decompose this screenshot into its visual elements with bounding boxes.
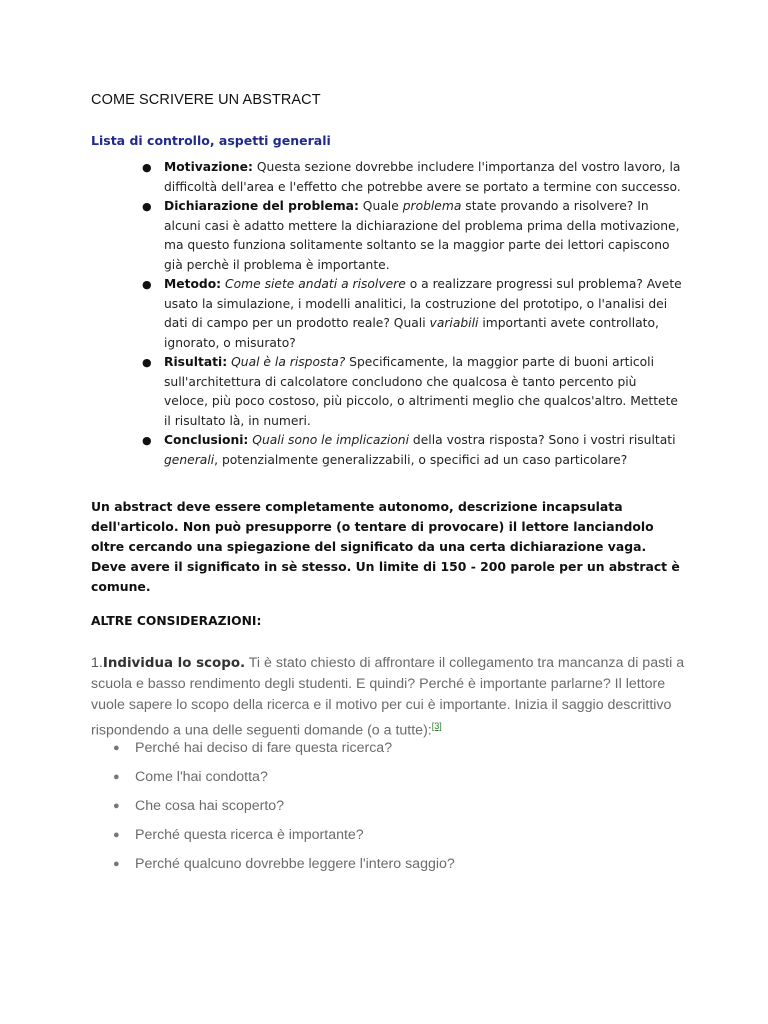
bullet-icon: ● [142,161,152,174]
checklist [142,158,684,470]
item-label: Motivazione: [164,160,253,174]
item-text: , potenzialmente generalizzabili, o specifici ad un caso particolare? [214,452,628,467]
item-text: importanti avete controllato, ignorato, o misurato? [164,316,659,350]
item-emphasis: Come siete andati a risolvere [225,277,406,291]
bullet-icon: ● [113,742,120,754]
item-text: Questa sezione dovrebbe includere l'importanza del vostro lavoro, la difficoltà dell'area e l'effetto che potrebbe avere se portato a termine con successo. [164,160,681,194]
document-title: COME SCRIVERE UN ABSTRACT [91,92,321,108]
question-item [113,853,455,882]
bullet-icon: ● [113,771,120,783]
item-emphasis: Qual è la risposta? [231,355,346,369]
question-item [113,824,455,853]
item-text: della vostra risposta? Sono i vostri risultati [409,433,676,447]
step-number: 1. [91,655,103,671]
checklist-subtitle: Lista di controllo, aspetti generali [91,133,331,148]
bullet-icon: ● [113,829,120,841]
step-lead: Individua lo scopo. [102,656,246,671]
question-item [113,766,455,795]
question-text: Perché hai deciso di fare questa ricerca? [135,740,393,756]
checklist-item-motivazione [142,158,684,197]
question-item [113,737,455,766]
item-label: Risultati: [164,355,228,369]
item-emphasis: variabili [429,316,479,330]
item-emphasis: Quali sono le implicazioni [252,433,410,447]
item-text: Quale [358,199,403,213]
bullet-icon: ● [113,800,120,812]
checklist-item-metodo [142,275,684,353]
question-text: Perché qualcuno dovrebbe leggere l'intero saggio? [135,856,455,872]
bullet-icon: ● [142,278,152,291]
bullet-icon: ● [142,200,152,213]
item-emphasis: generali [164,452,215,467]
step-paragraph [91,653,691,742]
item-label: Conclusioni: [164,433,249,447]
item-text: state provando a risolvere? In alcuni casi è adatto mettere la dichiarazione del problema prima della motivazione, ma questo funziona solitamente soltanto se la maggior parte dei lettori capiscono già perchè il problema è importante. [164,199,680,272]
item-label: Metodo: [164,277,222,291]
checklist-item-risultati [142,353,684,431]
item-text: Specificamente, la maggior parte di buoni articoli sull'architettura di calcolatore concludono che qualcosa è tanto percento più veloce, più poco costoso, più piccolo, o altrimenti meglio che qualcos'altro. Mettete il risultato là, in numeri. [164,355,678,428]
item-emphasis: problema [402,199,462,213]
questions-list [113,737,455,882]
footnote-ref-link[interactable]: [3] [431,721,442,731]
question-text: Che cosa hai scoperto? [135,798,285,814]
question-text: Come l'hai condotta? [135,769,268,785]
checklist-item-problema [142,197,684,275]
bullet-icon: ● [113,858,120,870]
question-item [113,795,455,824]
section-title-altre-considerazioni: ALTRE CONSIDERAZIONI: [91,614,262,628]
question-text: Perché questa ricerca è importante? [135,827,364,843]
bullet-icon: ● [142,356,152,369]
step-text: Ti è stato chiesto di affrontare il collegamento tra mancanza di pasti a scuola e basso rendimento degli studenti. E quindi? Perché è importante parlarne? Il lettore vuole sapere lo scopo della ricerca e il motivo per cui è importante. Inizia il saggio descrittivo rispondendo a una delle seguenti domande (o a tutte): [91,655,685,739]
bullet-icon: ● [142,434,152,447]
checklist-item-conclusioni [142,431,684,470]
abstract-summary-paragraph: Un abstract deve essere completamente autonomo, descrizione incapsulata dell'articolo. Non può presupporre (o tentare di provocare) il lettore lanciandolo oltre cercando una spiegazione del significato da una certa dichiarazione vaga. Deve avere il significato in sè stesso. Un limite di 150 - 200 parole per un abstract è comune. [91,499,680,594]
item-text: o a realizzare progressi sul problema? Avete usato la simulazione, i modelli analitici, la costruzione del prototipo, o l'analisi dei dati di campo per un prodotto reale? Quali [164,277,682,330]
item-label: Dichiarazione del problema: [164,199,359,213]
